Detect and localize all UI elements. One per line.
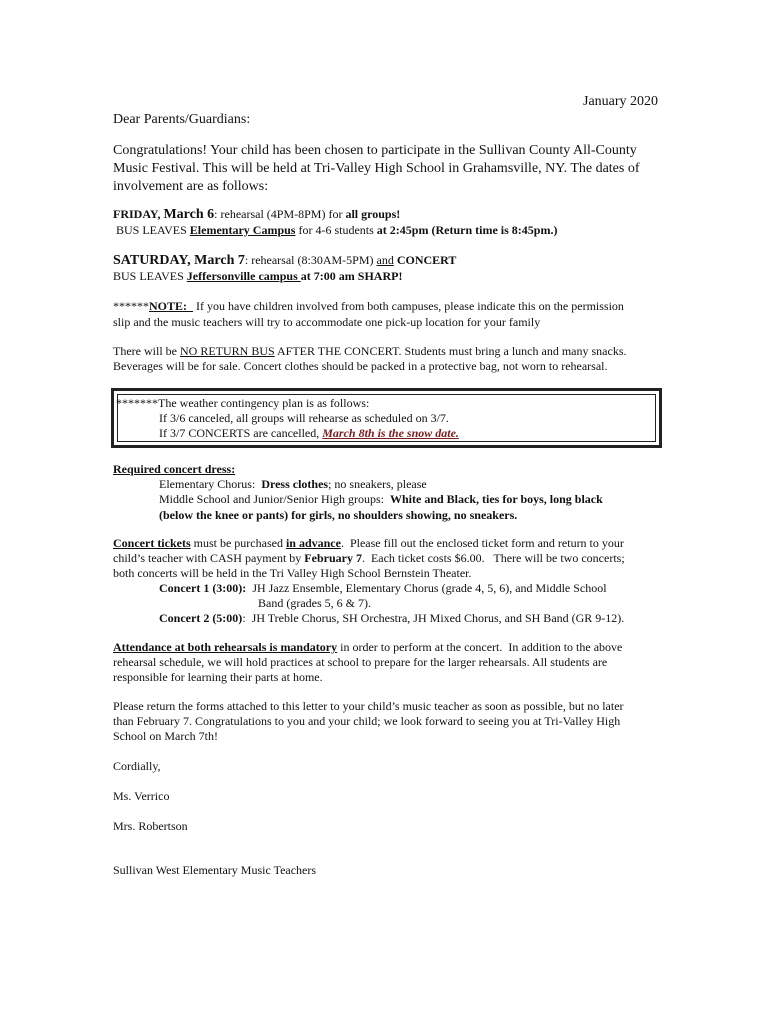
friday-details: : rehearsal (4PM-8PM) for	[214, 207, 346, 221]
closing-line: than February 7. Congratulations to you and your child; we look forward to seeing you at Tri-Valley High	[113, 714, 621, 728]
weather-line: *******The weather contingency plan is as follows:	[116, 396, 370, 410]
saturday-and: and	[376, 253, 394, 267]
dress-elem-label: Elementary Chorus:	[159, 477, 262, 491]
dress-elem-rest: ; no sneakers, please	[328, 477, 427, 491]
concert-2	[159, 611, 624, 626]
weather-line: If 3/6 canceled, all groups will rehearse as scheduled on 3/7.	[159, 411, 449, 425]
friday-groups: all groups!	[345, 207, 401, 221]
tickets-heading: Concert tickets	[113, 536, 191, 550]
tickets-line: both concerts will be held in the Tri Valley High School Bernstein Theater.	[113, 566, 472, 580]
dress-middle-school-cont: (below the knee or pants) for girls, no shoulders showing, no sneakers.	[159, 508, 518, 522]
letter-date: January 2020	[583, 94, 659, 109]
dress-ms-label: Middle School and Junior/Senior High groups:	[159, 492, 390, 506]
signature-title: Sullivan West Elementary Music Teachers	[113, 863, 317, 877]
dress-heading: Required concert dress:	[113, 462, 236, 476]
saturday-bus-campus: Jeffersonville campus	[186, 269, 301, 283]
concert-1-label: Concert 1 (3:00):	[159, 581, 247, 595]
friday-date: March 6	[163, 207, 215, 222]
attendance-rest: in order to perform at the concert. In addition to the above	[337, 640, 623, 654]
concert-2-text: : JH Treble Chorus, SH Orchestra, JH Mixed Chorus, and SH Band (GR 9-12).	[242, 611, 625, 625]
tickets-line	[113, 551, 625, 566]
signer-robertson: Mrs. Robertson	[113, 819, 188, 833]
attendance-heading: Attendance at both rehearsals is mandatory	[113, 640, 338, 654]
dress-elementary	[159, 477, 427, 492]
tickets-rest: . Please fill out the enclosed ticket form and return to your	[340, 536, 624, 550]
note-text: If you have children involved from both campuses, please indicate this on the permission	[193, 299, 624, 313]
saturday-bus	[113, 269, 402, 284]
saturday-day: SATURDAY, March 7	[113, 253, 245, 268]
weather-snow-prefix: If 3/7 CONCERTS are cancelled,	[159, 426, 323, 440]
return-bus-text: AFTER THE CONCERT. Students must bring a lunch and many snacks.	[274, 344, 627, 358]
friday-bus	[113, 223, 557, 238]
tickets-line	[113, 536, 624, 551]
concert-1	[159, 581, 607, 596]
note-line	[113, 299, 624, 314]
attendance-line	[113, 640, 622, 655]
saturday-bus-prefix: BUS LEAVES	[113, 269, 187, 283]
intro-line: involvement are as follows:	[113, 179, 269, 194]
weather-snow-date: March 8th is the snow date.	[322, 426, 459, 440]
signer-verrico: Ms. Verrico	[113, 789, 170, 803]
dress-middle-school	[159, 492, 603, 507]
tickets-mid: must be purchased	[190, 536, 286, 550]
friday-day: FRIDAY,	[113, 207, 164, 221]
friday-schedule	[113, 207, 400, 222]
friday-bus-mid: for 4-6 students	[295, 223, 377, 237]
note-stars: ******	[113, 299, 149, 313]
return-bus-line	[113, 344, 627, 359]
concert-1-cont: Band (grades 5, 6 & 7).	[258, 596, 371, 610]
signoff: Cordially,	[113, 759, 161, 773]
tickets-deadline: February 7	[304, 551, 362, 565]
saturday-bus-time: at 7:00 am SHARP!	[300, 269, 403, 283]
weather-line	[159, 426, 459, 441]
friday-bus-campus: Elementary Campus	[189, 223, 296, 237]
concert-2-label: Concert 2 (5:00)	[159, 611, 243, 625]
attendance-line: rehearsal schedule, we will hold practices at school to prepare for the larger rehearsals. All students are	[113, 655, 608, 669]
friday-bus-prefix: BUS LEAVES	[113, 223, 190, 237]
attendance-line: responsible for learning their parts at home.	[113, 670, 323, 684]
note-label: NOTE:	[149, 299, 194, 313]
tickets-line2-rest: . Each ticket costs $6.00. There will be two concerts;	[361, 551, 625, 565]
tickets-line2-prefix: child’s teacher with CASH payment by	[113, 551, 305, 565]
saturday-details: : rehearsal (8:30AM-5PM)	[244, 253, 377, 267]
saturday-concert: CONCERT	[393, 253, 457, 267]
salutation: Dear Parents/Guardians:	[113, 112, 251, 127]
intro-line: Congratulations! Your child has been chosen to participate in the Sullivan County All-County	[113, 143, 637, 158]
intro-line: Music Festival. This will be held at Tri-Valley High School in Grahamsville, NY. The dates of	[113, 161, 640, 176]
concert-1-text: JH Jazz Ensemble, Elementary Chorus (grade 4, 5, 6), and Middle School	[246, 581, 607, 595]
dress-elem-bold: Dress clothes	[261, 477, 329, 491]
tickets-advance: in advance	[285, 536, 341, 550]
closing-line: School on March 7th!	[113, 729, 218, 743]
closing-line: Please return the forms attached to this letter to your child’s music teacher as soon as possible, but no later	[113, 699, 624, 713]
note-line: slip and the music teachers will try to accommodate one pick-up location for your family	[113, 315, 541, 329]
return-bus-prefix: There will be	[113, 344, 180, 358]
return-bus-emphasis: NO RETURN BUS	[179, 344, 275, 358]
saturday-schedule	[113, 253, 456, 268]
dress-ms-bold: White and Black, ties for boys, long black	[390, 492, 603, 506]
return-bus-line: Beverages will be for sale. Concert clothes should be packed in a protective bag, not worn to rehearsal.	[113, 359, 608, 373]
friday-bus-time: at 2:45pm (Return time is 8:45pm.)	[376, 223, 558, 237]
